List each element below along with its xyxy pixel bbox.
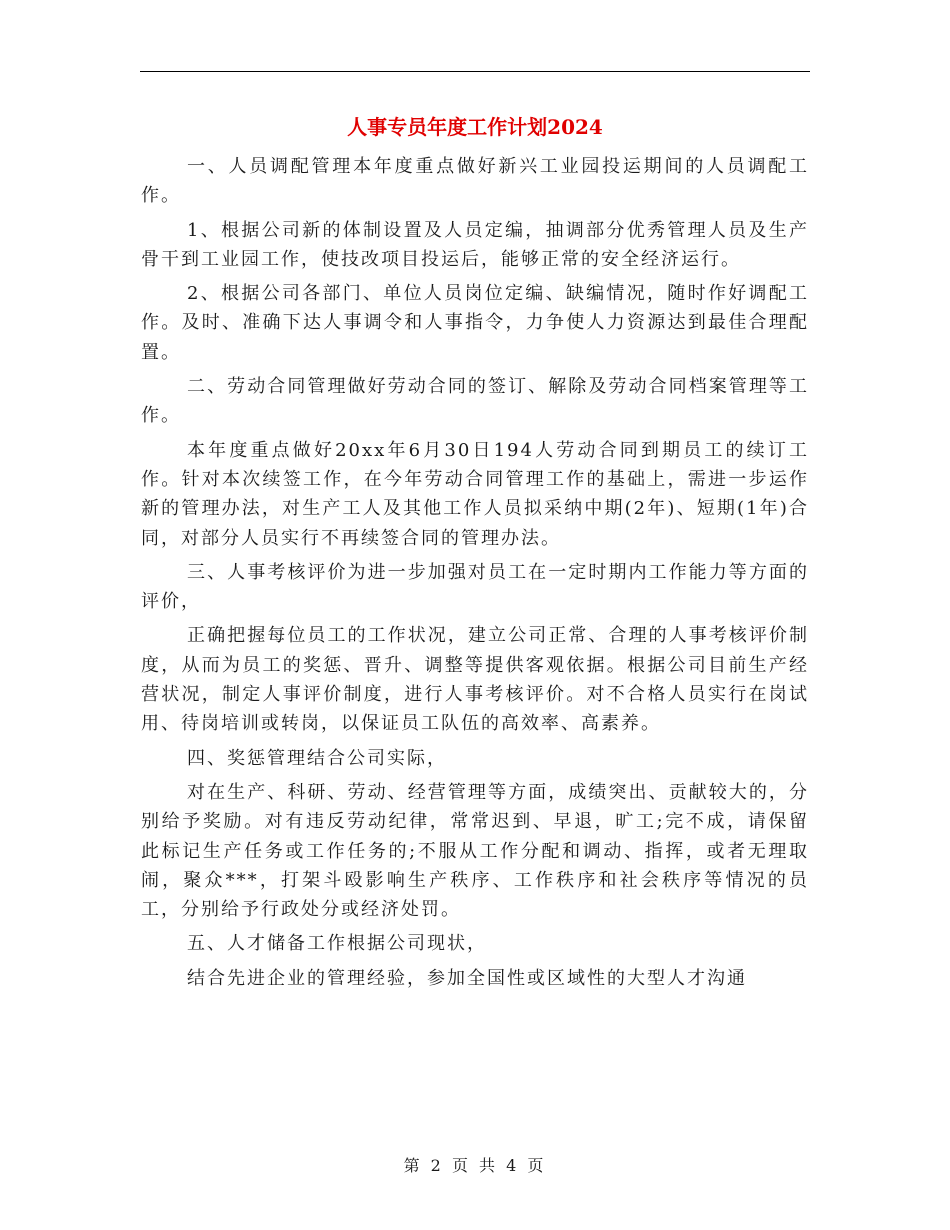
paragraph-6: 三、人事考核评价为进一步加强对员工在一定时期内工作能力等方面的评价， [141, 561, 809, 613]
paragraph-2: 1、根据公司新的体制设置及人员定编，抽调部分优秀管理人员及生产骨干到工业园工作，使技改项目投运后，能够正常的安全经济运行。 [141, 219, 809, 270]
paragraph-9: 对在生产、科研、劳动、经营管理等方面，成绩突出、贡献较大的，分别给予奖励。对有违反劳动纪律，常常迟到、早退，旷工;完不成，请保留此标记生产任务或工作任务的;不服从工作分配和调动、指挥，或者无理取闹，聚众***，打架斗殴影响生产秩序、工作秩序和社会秩序等情况的员工，分别给予行政处分或经济处罚。 [141, 781, 809, 921]
paragraph-7: 正确把握每位员工的工作状况，建立公司正常、合理的人事考核评价制度，从而为员工的奖惩、晋升、调整等提供客观依据。根据公司目前生产经营状况，制定人事评价制度，进行人事考核评价。对不合格人员实行在岗试用、待岗培训或转岗，以保证员工队伍的高效率、高素养。 [141, 625, 809, 735]
page-footer: 第 2 页 共 4 页 [403, 1156, 547, 1175]
document-title: 人事专员年度工作计划2024 [347, 115, 603, 139]
paragraph-10: 五、人才储备工作根据公司现状， [187, 933, 487, 955]
paragraph-8: 四、奖惩管理结合公司实际， [187, 747, 447, 769]
document-body [141, 152, 809, 998]
paragraph-11: 结合先进企业的管理经验，参加全国性或区域性的大型人才沟通 [187, 967, 747, 989]
paragraph-4: 二、劳动合同管理做好劳动合同的签订、解除及劳动合同档案管理等工作。 [141, 376, 809, 427]
header-rule [140, 71, 810, 72]
paragraph-5: 本年度重点做好20xx年6月30日194人劳动合同到期员工的续订工作。针对本次续签工作，在今年劳动合同管理工作的基础上，需进一步运作新的管理办法，对生产工人及其他工作人员拟采纳中期(2年)、短期(1年)合同，对部分人员实行不再续签合同的管理办法。 [141, 439, 809, 549]
paragraph-1: 一、人员调配管理本年度重点做好新兴工业园投运期间的人员调配工作。 [141, 156, 809, 207]
paragraph-3: 2、根据公司各部门、单位人员岗位定编、缺编情况，随时作好调配工作。及时、准确下达人事调令和人事指令，力争使人力资源达到最佳合理配置。 [141, 283, 809, 363]
